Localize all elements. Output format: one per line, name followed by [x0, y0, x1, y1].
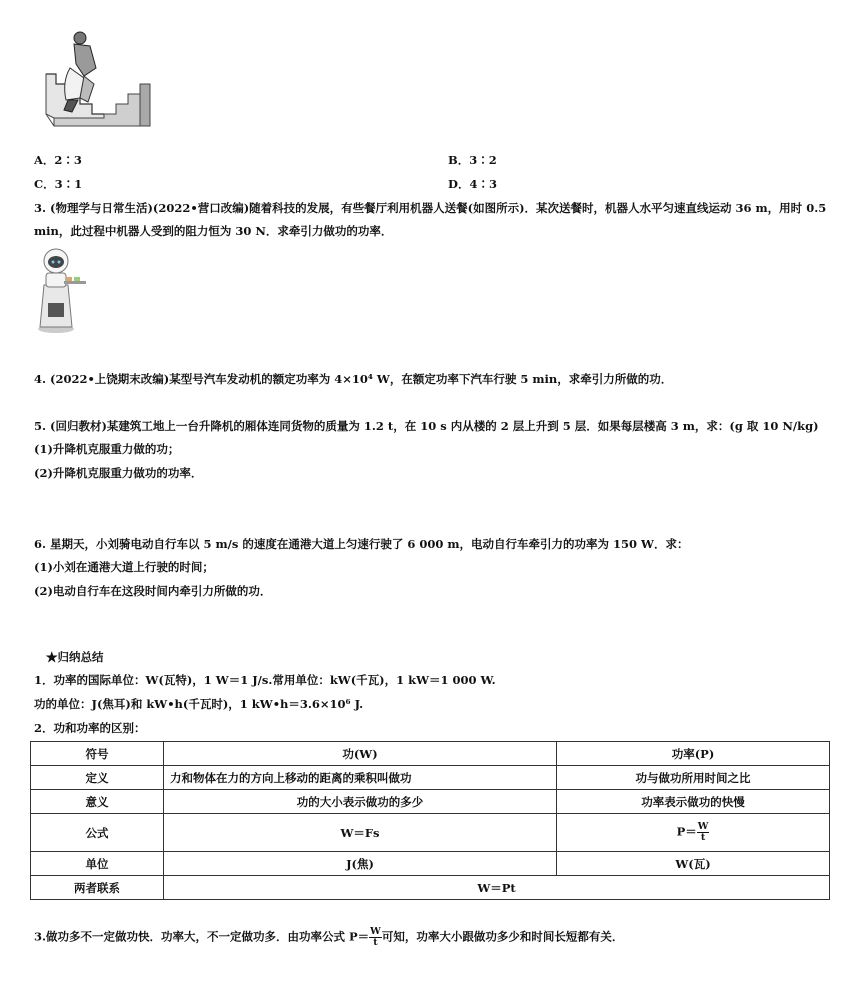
work-cell: W＝Fs [164, 814, 557, 852]
table-row [31, 814, 830, 852]
fraction-denominator: t [700, 832, 706, 843]
summary-p3-before: 3.做功多不一定做功快．功率大，不一定做功多．由功率公式 P＝ [34, 929, 370, 944]
q3-line1: 3. (物理学与日常生活)(2022•营口改编)随着科技的发展，有些餐厅利用机器人送餐(如图所示)．某次送餐时，机器人水平匀速直线运动 36 m，用时 0.5 [34, 201, 827, 215]
work-cell: J(焦) [164, 852, 557, 876]
q3-line2: min，此过程中机器人受到的阻力恒为 30 N．求牵引力做功的功率． [34, 224, 393, 238]
relation-cell: W＝Pt [164, 876, 830, 900]
power-formula-cell [557, 814, 830, 852]
q5-sub1: (1)升降机克服重力做的功； [34, 442, 180, 456]
summary-p3-after: 可知，功率大小跟做功多少和时间长短都有关． [381, 929, 624, 944]
q6-line1: 6. 星期天，小刘骑电动自行车以 5 m/s 的速度在通港大道上匀速行驶了 6 000 m，电动自行车牵引力的功率为 150 W．求： [34, 537, 689, 551]
power-cell: 功与做功所用时间之比 [557, 766, 830, 790]
option-d: D．4∶3 [448, 177, 497, 191]
table-header-row [31, 742, 830, 766]
q5-line1: 5. (回归教材)某建筑工地上一台升降机的厢体连同货物的质量为 1.2 t，在 10 s 内从楼的 2 层上升到 5 层．如果每层楼高 3 m，求：(g 取 10 N/kg) [34, 419, 819, 433]
summary-p1b: 功的单位：J(焦耳)和 kW•h(千瓦时)，1 kW•h＝3.6×10⁶ J. [34, 697, 364, 711]
option-c: C．3∶1 [34, 177, 83, 191]
table-header-cell: 符号 [31, 742, 164, 766]
fraction-denominator: t [373, 937, 378, 948]
row-label: 两者联系 [31, 876, 164, 900]
table-header-cell: 功(W) [164, 742, 557, 766]
work-cell: 力和物体在力的方向上移动的距离的乘积叫做功 [164, 766, 557, 790]
fraction-numerator: W [697, 821, 709, 832]
table-row [31, 876, 830, 900]
work-power-table [30, 741, 830, 900]
row-label: 单位 [31, 852, 164, 876]
power-cell: 功率表示做功的快慢 [557, 790, 830, 814]
q6-sub2: (2)电动自行车在这段时间内牵引力所做的功． [34, 584, 272, 598]
power-cell: W(瓦) [557, 852, 830, 876]
table-row [31, 852, 830, 876]
robot-figure [34, 245, 88, 335]
summary-p1: 1．功率的国际单位：W(瓦特)，1 W＝1 J/s.常用单位：kW(千瓦)，1 kW＝1 000 W. [34, 673, 496, 687]
row-label: 意义 [31, 790, 164, 814]
table-header-cell: 功率(P) [557, 742, 830, 766]
power-formula-prefix: P＝ [676, 824, 697, 839]
row-label: 定义 [31, 766, 164, 790]
table-row [31, 766, 830, 790]
stairs-figure [40, 28, 152, 136]
q4-line1: 4. (2022•上饶期末改编)某型号汽车发动机的额定功率为 4×10⁴ W，在额定功率下汽车行驶 5 min，求牵引力所做的功． [34, 372, 673, 386]
table-row [31, 790, 830, 814]
power-formula-fraction [697, 822, 710, 843]
work-cell: 功的大小表示做功的多少 [164, 790, 557, 814]
q5-sub2: (2)升降机克服重力做功的功率． [34, 466, 203, 480]
summary-p3 [34, 927, 623, 948]
option-a: A．2∶3 [34, 153, 82, 167]
q6-sub1: (1)小刘在通港大道上行驶的时间； [34, 560, 214, 574]
row-label: 公式 [31, 814, 164, 852]
summary-heading: ★归纳总结 [46, 650, 104, 664]
fraction-numerator: W [370, 926, 381, 937]
summary-p3-fraction [369, 927, 382, 948]
summary-p2: 2．功和功率的区别： [34, 721, 146, 735]
option-b: B．3∶2 [448, 153, 497, 167]
